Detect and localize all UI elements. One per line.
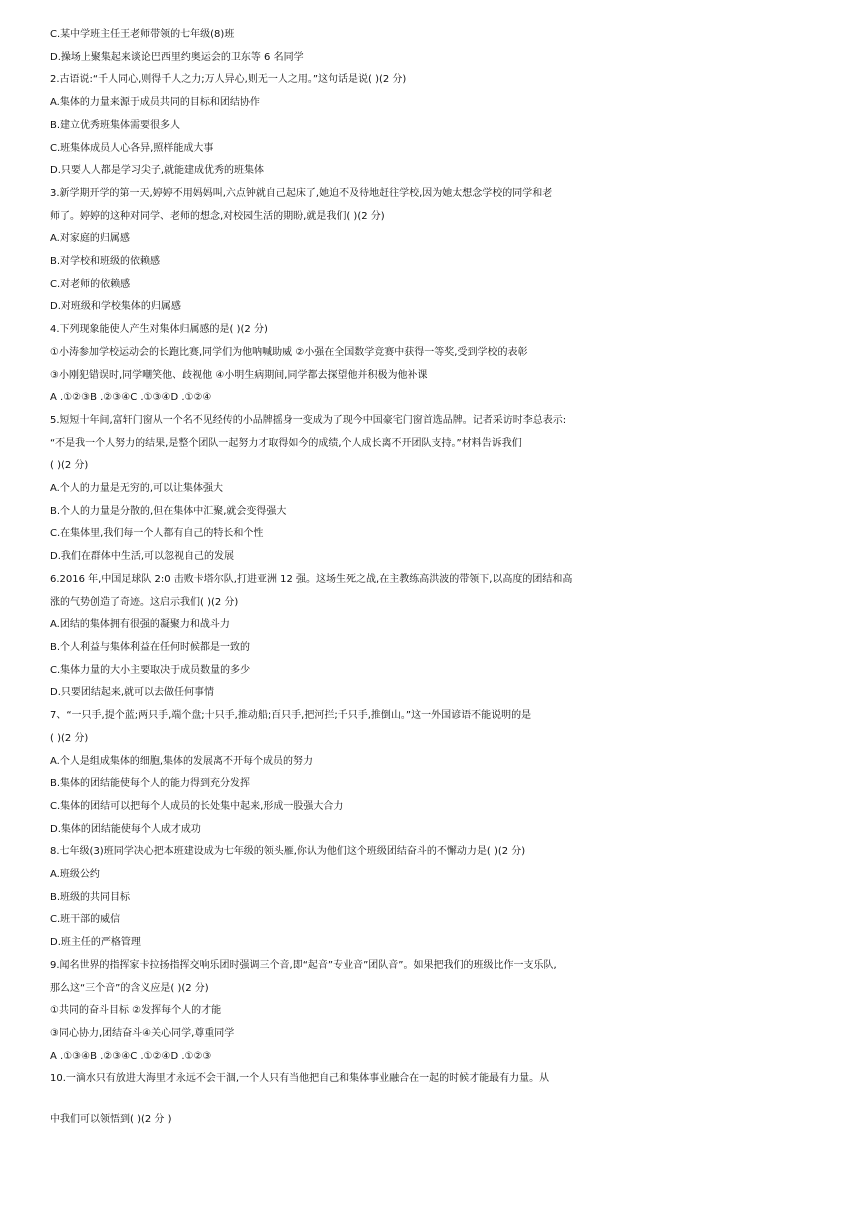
option-line: D.只要团结起来,就可以去做任何事情 bbox=[50, 687, 215, 699]
option-line: C.对老师的依赖感 bbox=[50, 278, 131, 290]
question-line: 4.下列现象能使人产生对集体归属感的是( )(2 分) bbox=[50, 324, 268, 336]
question-line: 9.闻名世界的指挥家卡拉扬指挥交响乐团时强调三个音,即“起音”专业音”团队音”。如果把我们的班级比作一支乐队, bbox=[50, 959, 557, 971]
option-line: B.个人的力量是分散的,但在集体中汇聚,就会变得强大 bbox=[50, 505, 287, 517]
option-line: B.个人利益与集体利益在任何时候都是一致的 bbox=[50, 641, 251, 653]
option-line: C.某中学班主任王老师带领的七年级(8)班 bbox=[50, 29, 235, 40]
question-line: 2.古语说:“千人同心,则得千人之力;万人异心,则无一人之用。”这句话是说( )(2 分) bbox=[50, 74, 407, 86]
option-line: A.集体的力量来源于成员共同的目标和团结协作 bbox=[50, 97, 260, 109]
option-line: D.操场上聚集起来谈论巴西里约奥运会的卫东等 6 名同学 bbox=[50, 51, 304, 63]
choice-line: A .①②③B .②③④C .①③④D .①②④ bbox=[50, 392, 212, 404]
question-line: 5.短短十年间,富轩门窗从一个名不见经传的小品牌摇身一变成为了现今中国豪宅门窗首选品牌。记者采访时李总表示: bbox=[50, 414, 567, 426]
question-line: 那么这“三个音”的含义应是( )(2 分) bbox=[50, 982, 209, 994]
option-line: C.在集体里,我们每一个人都有自己的特长和个性 bbox=[50, 528, 264, 540]
question-line: ( )(2 分) bbox=[50, 460, 89, 472]
option-line: D.班主任的严格管理 bbox=[50, 937, 141, 949]
question-line: 3.新学期开学的第一天,婷婷不用妈妈叫,六点钟就自己起床了,她迫不及待地赶往学校,因为她太想念学校的同学和老 bbox=[50, 187, 553, 199]
option-line: B.班级的共同目标 bbox=[50, 891, 131, 903]
question-line: ( )(2 分) bbox=[50, 732, 89, 744]
option-line: D.集体的团结能使每个人成才成功 bbox=[50, 823, 201, 835]
option-line: C.集体的团结可以把每个人成员的长处集中起来,形成一股强大合力 bbox=[50, 800, 344, 812]
choice-line: A .①③④B .②③④C .①②④D .①②③ bbox=[50, 1050, 212, 1062]
statement-line: ①小涛参加学校运动会的长跑比赛,同学们为他呐喊助威 ②小强在全国数学竞赛中获得一等奖,受到学校的表彰 bbox=[50, 346, 528, 358]
option-line: A.个人是组成集体的细胞,集体的发展离不开每个成员的努力 bbox=[50, 755, 314, 767]
question-line: 6.2016 年,中国足球队 2:0 击败卡塔尔队,打进亚洲 12 强。这场生死之战,在主教练高洪波的带领下,以高度的团结和高 bbox=[50, 573, 573, 585]
option-line: A.团结的集体拥有很强的凝聚力和战斗力 bbox=[50, 619, 230, 631]
question-line: 师了。婷婷的这种对同学、老师的想念,对校园生活的期盼,就是我们( )(2 分) bbox=[50, 210, 385, 222]
option-line: D.对班级和学校集体的归属感 bbox=[50, 301, 181, 313]
question-line: 7、“一只手,提个蓝;两只手,端个盘;十只手,推动船;百只手,把河拦;千只手,推倒山。”这一外国谚语不能说明的是 bbox=[50, 710, 532, 722]
option-line: B.建立优秀班集体需要很多人 bbox=[50, 119, 181, 131]
option-line: D.我们在群体中生活,可以忽视自己的发展 bbox=[50, 551, 235, 563]
question-line: 8.七年级(3)班同学决心把本班建设成为七年级的领头雁,你认为他们这个班级团结奋斗的不懈动力是( )(2 分) bbox=[50, 846, 526, 858]
statement-line: ③同心协力,团结奋斗④关心同学,尊重同学 bbox=[50, 1027, 235, 1039]
exam-page bbox=[50, 24, 830, 1132]
option-line: D.只要人人都是学习尖子,就能建成优秀的班集体 bbox=[50, 165, 265, 177]
question-line: 10.一滴水只有放进大海里才永远不会干涸,一个人只有当他把自己和集体事业融合在一起的时候才能最有力量。从 bbox=[50, 1073, 550, 1085]
option-line: A.班级公约 bbox=[50, 869, 100, 881]
question-line: 中我们可以领悟到( )(2 分 ) bbox=[50, 1114, 172, 1126]
option-line: C.班干部的威信 bbox=[50, 914, 121, 926]
option-line: B.对学校和班级的依赖感 bbox=[50, 256, 161, 268]
statement-line: ③小刚犯错误时,同学嘲笑他、歧视他 ④小明生病期间,同学都去探望他并积极为他补课 bbox=[50, 369, 428, 381]
question-line: “不是我一个人努力的结果,是整个团队一起努力才取得如今的成绩,个人成长离不开团队支持。”材料告诉我们 bbox=[50, 437, 522, 449]
option-line: A.个人的力量是无穷的,可以让集体强大 bbox=[50, 483, 224, 495]
statement-line: ①共同的奋斗目标 ②发挥每个人的才能 bbox=[50, 1005, 222, 1017]
option-line: B.集体的团结能使每个人的能力得到充分发挥 bbox=[50, 778, 251, 790]
option-line: C.班集体成员人心各异,照样能成大事 bbox=[50, 142, 214, 154]
option-line: A.对家庭的归属感 bbox=[50, 233, 130, 245]
question-line: 涨的气势创造了奇迹。这启示我们( )(2 分) bbox=[50, 596, 239, 608]
option-line: C.集体力量的大小主要取决于成员数量的多少 bbox=[50, 664, 251, 676]
